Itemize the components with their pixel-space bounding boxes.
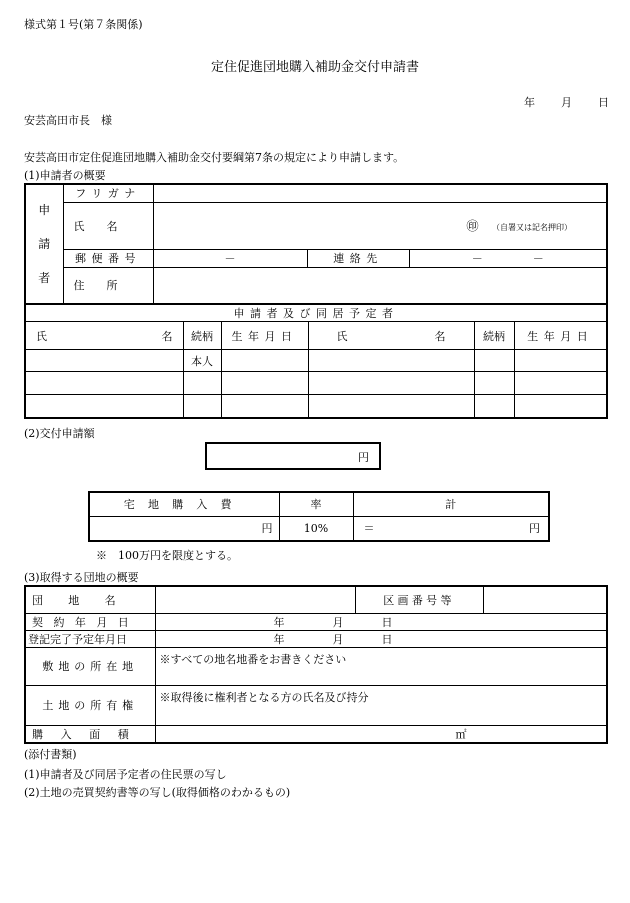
registration-date-field[interactable]: 年 月 日 — [155, 630, 607, 647]
attachments-heading: (添付書類) — [24, 748, 77, 761]
form-number: 様式第１号(第７条関係) — [24, 18, 143, 31]
applicant-side-label: 申 請 者 — [25, 184, 63, 304]
land-table — [24, 585, 608, 744]
self-relation: 本人 — [183, 350, 221, 372]
col-relation: 続柄 — [183, 322, 221, 350]
col-total: 計 — [353, 492, 549, 516]
col-name-left: 氏 名 — [25, 322, 183, 350]
complex-name-field[interactable] — [155, 586, 355, 613]
calculation-table — [88, 491, 550, 542]
seal-note: （自署又は記名押印） — [492, 223, 572, 232]
table-row — [25, 372, 607, 395]
intro-statement: 安芸高田市定住促進団地購入補助金交付要綱第7条の規定により申請します。 — [24, 151, 405, 164]
area-unit: ㎡ — [455, 727, 467, 741]
amount-unit: 円 — [358, 451, 369, 464]
date-year: 年 — [524, 96, 535, 109]
table-row — [25, 350, 607, 372]
col-birthdate-2: 生年月日 — [514, 322, 607, 350]
furigana-field[interactable] — [153, 184, 607, 202]
land-ownership-field[interactable] — [155, 685, 607, 725]
col-rate: 率 — [279, 492, 353, 516]
name-label: 氏 名 — [63, 202, 153, 249]
land-ownership-label: 土地の所有権 — [25, 685, 155, 725]
postal-code-field[interactable]: － — [153, 249, 307, 267]
col-relation-2: 続柄 — [474, 322, 514, 350]
seal-icon: ㊞ — [466, 219, 479, 233]
section2-heading: (2)交付申請額 — [24, 427, 95, 440]
date-day: 日 — [598, 96, 609, 109]
contact-field[interactable]: － － — [409, 249, 607, 267]
limit-note: ※ 100万円を限度とする。 — [96, 549, 238, 562]
name-field[interactable] — [153, 202, 607, 249]
lot-number-label: 区画番号等 — [355, 586, 483, 613]
date-month: 月 — [561, 96, 572, 109]
land-ownership-note: ※取得後に権利者となる方の氏名及び持分 — [159, 690, 369, 704]
section3-heading: (3)取得する団地の概要 — [24, 571, 139, 584]
purchase-area-field[interactable] — [155, 725, 607, 743]
site-location-note: ※すべての地名地番をお書きください — [159, 652, 347, 666]
purchase-area-label: 購入面積 — [25, 725, 155, 743]
household-header: 申請者及び同居予定者 — [25, 304, 607, 322]
registration-date-label: 登記完了予定年月日 — [25, 630, 155, 647]
section1-heading: (1)申請者の概要 — [24, 169, 106, 182]
addressee: 安芸高田市長 様 — [24, 114, 112, 127]
table-row — [25, 395, 607, 418]
contact-label: 連絡先 — [307, 249, 409, 267]
total-field[interactable]: ＝ 円 — [353, 516, 549, 541]
applicant-table — [24, 183, 608, 305]
col-land-cost: 宅地購入費 — [89, 492, 279, 516]
attachment-item-2: (2)土地の売買契約書等の写し(取得価格のわかるもの) — [24, 786, 291, 799]
address-label: 住 所 — [63, 267, 153, 304]
rate-value: 10% — [279, 516, 353, 541]
site-location-label: 敷地の所在地 — [25, 647, 155, 685]
contract-date-field[interactable]: 年 月 日 — [155, 613, 607, 630]
furigana-label: フリガナ — [63, 184, 153, 202]
requested-amount-field[interactable] — [205, 442, 381, 470]
complex-name-label: 団地名 — [25, 586, 155, 613]
postal-code-label: 郵便番号 — [63, 249, 153, 267]
lot-number-field[interactable] — [483, 586, 607, 613]
document-title: 定住促進団地購入補助金交付申請書 — [210, 60, 419, 75]
date-line[interactable] — [524, 94, 609, 110]
contract-date-label: 契約年月日 — [25, 613, 155, 630]
site-location-field[interactable] — [155, 647, 607, 685]
address-field[interactable] — [153, 267, 607, 304]
household-table — [24, 303, 608, 419]
land-cost-field[interactable]: 円 — [89, 516, 279, 541]
col-name-right: 氏 名 — [308, 322, 474, 350]
col-birthdate: 生年月日 — [221, 322, 308, 350]
attachment-item-1: (1)申請者及び同居予定者の住民票の写し — [24, 768, 227, 781]
